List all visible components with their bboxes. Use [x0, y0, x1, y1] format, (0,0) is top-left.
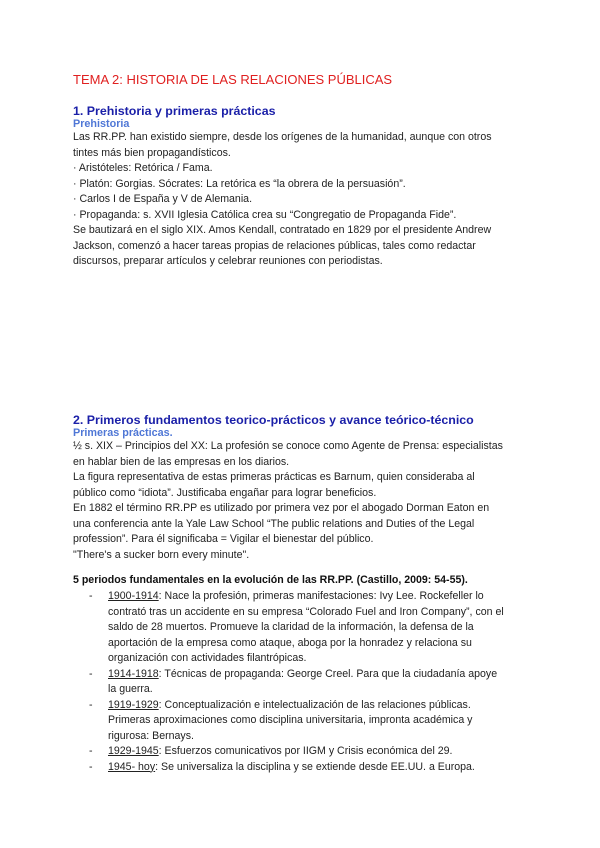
text-line: "There's a sucker born every minute". — [73, 548, 250, 561]
section-prehistoria — [73, 104, 533, 270]
text-line: una conferencia ante la Yale Law School “The public relations and Duties of the Legal — [73, 517, 475, 530]
period-years: 1914-1918 — [108, 667, 159, 680]
period-text: aportación de la empresa como ataque, aboga por la honradez y relaciona su — [108, 636, 472, 649]
period-years: 1919-1929 — [108, 698, 159, 711]
list-item — [73, 744, 533, 760]
list-item — [73, 589, 533, 667]
text-line: discursos, preparar artículos y celebrar reuniones con periodistas. — [73, 255, 383, 267]
list-dash: - — [89, 667, 93, 680]
text-line: Las RR.PP. han existido siempre, desde los orígenes de la humanidad, aunque con otros — [73, 131, 492, 143]
list-dash: - — [89, 590, 93, 602]
period-text: contrató tras un accidente en su empresa “Colorado Fuel and Iron Company”, con el — [108, 605, 504, 618]
list-item — [73, 698, 533, 745]
period-text: rigurosa: Bernays. — [108, 729, 194, 742]
text-line: profession”. Para él significaba = Vigilar el bienestar del público. — [73, 533, 374, 545]
text-line: en hablar bien de las empresas en los diarios. — [73, 455, 290, 468]
period-text: saldo de 28 muertos. Promueve la claridad de la información, la defensa de la — [108, 621, 474, 633]
list-item — [73, 760, 533, 776]
period-text: : Técnicas de propaganda: George Creel. Para que la ciudadanía apoye — [158, 667, 498, 680]
section-body — [73, 439, 533, 563]
periods-list — [73, 589, 533, 775]
document-title: TEMA 2: HISTORIA DE LAS RELACIONES PÚBLICAS — [73, 72, 393, 87]
text-line: público como “idiota”. Justificaba engañar para lograr beneficios. — [73, 486, 377, 499]
text-line: · Aristóteles: Retórica / Fama. — [73, 162, 213, 174]
section-fundamentos — [73, 413, 533, 563]
list-dash: - — [89, 745, 93, 757]
period-years: 1945- hoy — [108, 760, 156, 773]
period-years: 1929-1945 — [108, 745, 159, 757]
period-text: : Esfuerzos comunicativos por IIGM y Crisis económica del 29. — [158, 745, 453, 757]
text-line: Se bautizará en el siglo XIX. Amos Kendall, contratado en 1829 por el presidente Andrew — [73, 224, 492, 236]
text-line: · Propaganda: s. XVII Iglesia Católica crea su “Congregatio de Propaganda Fide”. — [73, 208, 457, 221]
section-subheading: Prehistoria — [73, 118, 130, 130]
period-text: : Conceptualización e intelectualización de las relaciones públicas. — [158, 698, 471, 711]
text-line: La figura representativa de estas primeras prácticas es Barnum, quien consideraba al — [73, 471, 475, 483]
list-item — [73, 667, 533, 698]
period-text: Primeras aproximaciones como disciplina universitaria, impronta académica y — [108, 714, 473, 726]
text-line: · Carlos I de España y V de Alemania. — [73, 193, 253, 205]
list-dash: - — [89, 698, 93, 711]
period-text: la guerra. — [108, 683, 153, 695]
period-text: organización con actividades filantrópicas. — [108, 652, 307, 664]
section-subheading: Primeras prácticas. — [73, 427, 173, 439]
period-text: : Nace la profesión, primeras manifestaciones: Ivy Lee. Rockefeller lo — [158, 590, 484, 602]
section-heading: 1. Prehistoria y primeras prácticas — [73, 104, 276, 118]
text-line: ½ s. XIX – Principios del XX: La profesión se conoce como Agente de Prensa: especialistas — [73, 440, 503, 452]
list-dash: - — [89, 760, 93, 773]
section-body — [73, 130, 533, 270]
periods-section — [73, 574, 533, 775]
section-heading: 2. Primeros fundamentos teorico-prácticos y avance teórico-técnico — [73, 413, 474, 427]
text-line: · Platón: Gorgias. Sócrates: La retórica es “la obrera de la persuasión”. — [73, 177, 406, 190]
text-line: Jackson, comenzó a hacer tareas propias de relaciones públicas, tales como redactar — [73, 239, 476, 252]
text-line: En 1882 el término RR.PP es utilizado por primera vez por el abogado Dorman Eaton en — [73, 502, 490, 514]
periods-title: 5 periodos fundamentales en la evolución de las RR.PP. (Castillo, 2009: 54-55). — [73, 574, 468, 586]
period-years: 1900-1914 — [108, 590, 159, 602]
period-text: : Se universaliza la disciplina y se extiende desde EE.UU. a Europa. — [155, 760, 475, 773]
text-line: tintes más bien propagandísticos. — [73, 146, 231, 159]
